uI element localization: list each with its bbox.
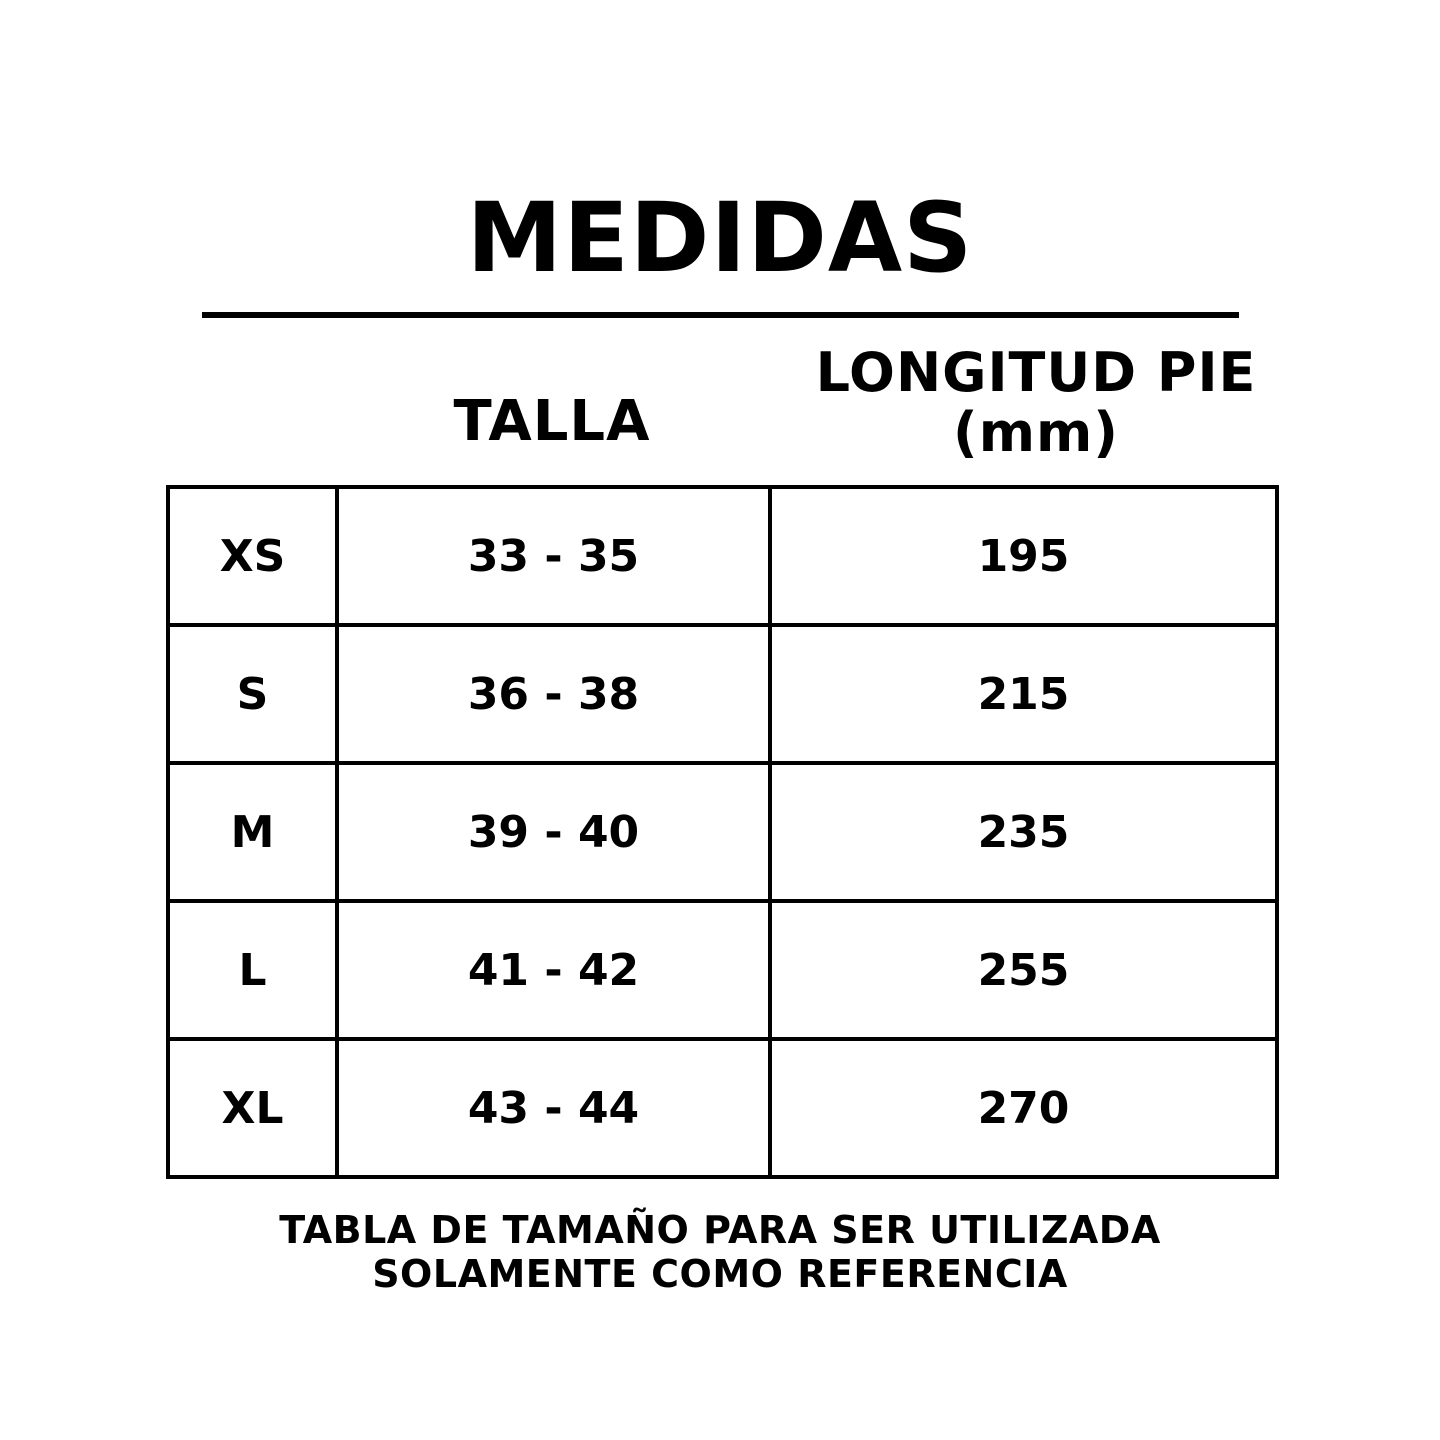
talla-cell: 43 - 44 [337, 1039, 770, 1177]
column-header-longitud-line1: LONGITUD PIE [815, 341, 1257, 404]
reference-note-line2: SOLAMENTE COMO REFERENCIA [372, 1252, 1068, 1296]
size-table [166, 485, 1279, 1179]
reference-note-line1: TABLA DE TAMAÑO PARA SER UTILIZADA [279, 1208, 1161, 1252]
longitud-cell: 235 [770, 763, 1277, 901]
size-cell: S [168, 625, 337, 763]
talla-cell: 39 - 40 [337, 763, 770, 901]
reference-note [0, 1208, 1440, 1296]
page-title: MEDIDAS [466, 182, 974, 294]
size-cell: M [168, 763, 337, 901]
talla-cell: 41 - 42 [337, 901, 770, 1039]
column-header-talla: TALLA [453, 389, 651, 454]
talla-cell: 33 - 35 [337, 487, 770, 625]
table-row [168, 487, 1277, 625]
column-header-longitud-pie [768, 343, 1304, 463]
table-row [168, 1039, 1277, 1177]
longitud-cell: 255 [770, 901, 1277, 1039]
longitud-cell: 270 [770, 1039, 1277, 1177]
talla-cell: 36 - 38 [337, 625, 770, 763]
longitud-cell: 215 [770, 625, 1277, 763]
table-row [168, 763, 1277, 901]
longitud-cell: 195 [770, 487, 1277, 625]
size-cell: XS [168, 487, 337, 625]
size-cell: XL [168, 1039, 337, 1177]
table-row [168, 901, 1277, 1039]
table-row [168, 625, 1277, 763]
column-header-longitud-line2: (mm) [953, 401, 1119, 464]
title-divider [202, 312, 1239, 318]
size-cell: L [168, 901, 337, 1039]
